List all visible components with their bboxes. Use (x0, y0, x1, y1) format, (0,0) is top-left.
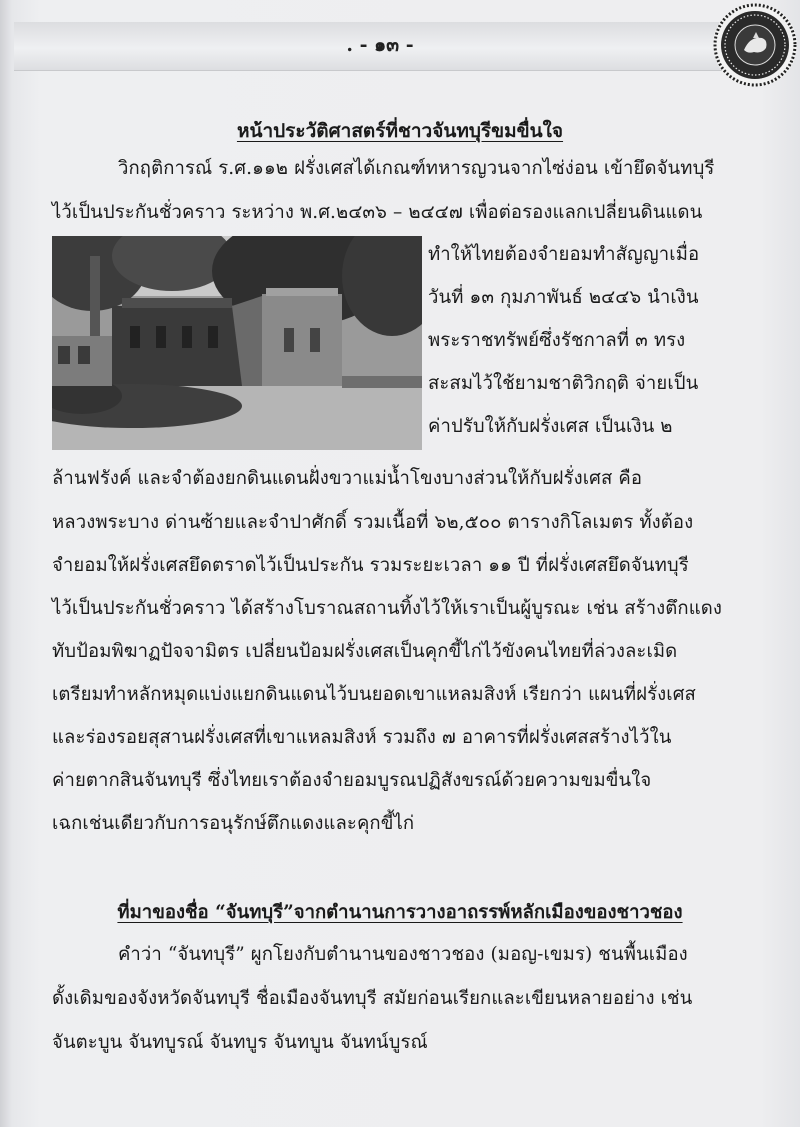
historic-building-photo (52, 236, 422, 450)
paragraph-line: ค่ายตากสินจันทบุรี ซึ่งไทยเราต้องจำยอมบูรณปฏิสังขรณ์ด้วยความขมขื่นใจ (52, 770, 652, 791)
paragraph-line: เฉกเช่นเดียวกับการอนุรักษ์ตึกแดงและคุกขี้ไก่ (52, 813, 415, 834)
section-title-history: หน้าประวัติศาสตร์ที่ชาวจันทบุรีขมขื่นใจ (236, 120, 564, 142)
paragraph-line: พระราชทรัพย์ซึ่งรัชกาลที่ ๓ ทรง (428, 330, 686, 351)
paragraph-line: ไว้เป็นประกันชั่วคราว ระหว่าง พ.ศ.๒๔๓๖ – ๒๔๔๗ เพื่อต่อรองแลกเปลี่ยนดินแดน (52, 202, 703, 223)
section-title-name-origin: ที่มาของชื่อ “จันทบุรี”จากตำนานการวางอาถรรพ์หลักเมืองของชาวชอง (117, 902, 683, 923)
paragraph-line: เตรียมทำหลักหมุดแบ่งแยกดินแดนไว้บนยอดเขาแหลมสิงห์ เรียกว่า แผนที่ฝรั่งเศส (52, 684, 696, 705)
paragraph-line: วิกฤติการณ์ ร.ศ.๑๑๒ ฝรั่งเศสได้เกณฑ์ทหารญวนจากไซ่ง่อน เข้ายึดจันทบุรี (118, 158, 715, 179)
page-number: . - ๑๓ - (346, 34, 414, 56)
paragraph-line: ดั้งเดิมของจังหวัดจันทบุรี ชื่อเมืองจันทบุรี สมัยก่อนเรียกและเขียนหลายอย่าง เช่น (52, 988, 693, 1009)
paragraph-line: สะสมไว้ใช้ยามชาติวิกฤติ จ่ายเป็น (428, 373, 699, 394)
paragraph-line: วันที่ ๑๓ กุมภาพันธ์ ๒๔๔๖ นำเงิน (428, 287, 699, 308)
paragraph-line: จันตะบูน จันทบูรณ์ จันทบูร จันทบูน จันทน์บูรณ์ (52, 1032, 428, 1053)
paragraph-line: ไว้เป็นประกันชั่วคราว ได้สร้างโบราณสถานทิ้งไว้ให้เราเป็นผู้บูรณะ เช่น สร้างตึกแดง (52, 598, 722, 619)
paragraph-line: คำว่า “จันทบุรี” ผูกโยงกับตำนานของชาวชอง (มอญ-เขมร) ชนพื้นเมือง (118, 944, 688, 965)
paragraph-line: ทำให้ไทยต้องจำยอมทำสัญญาเมื่อ (428, 244, 700, 265)
paragraph-line: ทับป้อมพิฆาฏปัจจามิตร เปลี่ยนป้อมฝรั่งเศสเป็นคุกขี้ไก่ไว้ขังคนไทยที่ล่วงละเมิด (52, 641, 678, 662)
paragraph-line: และร่องรอยสุสานฝรั่งเศสที่เขาแหลมสิงห์ รวมถึง ๗ อาคารที่ฝรั่งเศสสร้างไว้ใน (52, 727, 672, 748)
paragraph-line: หลวงพระบาง ด่านซ้ายและจำปาศักดิ์ รวมเนื้อที่ ๖๒,๕๐๐ ตารางกิโลเมตร ทั้งต้อง (52, 512, 694, 533)
paragraph-line: ล้านฟรังค์ และจำต้องยกดินแดนฝั่งขวาแม่น้ำโขงบางส่วนให้กับฝรั่งเศส คือ (52, 468, 643, 489)
paragraph-line: จำยอมให้ฝรั่งเศสยึดตราดไว้เป็นประกัน รวมระยะเวลา ๑๑ ปี ที่ฝรั่งเศสยึดจันทบุรี (52, 555, 689, 576)
emblem-seal-logo (712, 2, 798, 88)
paragraph-line: ค่าปรับให้กับฝรั่งเศส เป็นเงิน ๒ (428, 416, 673, 437)
